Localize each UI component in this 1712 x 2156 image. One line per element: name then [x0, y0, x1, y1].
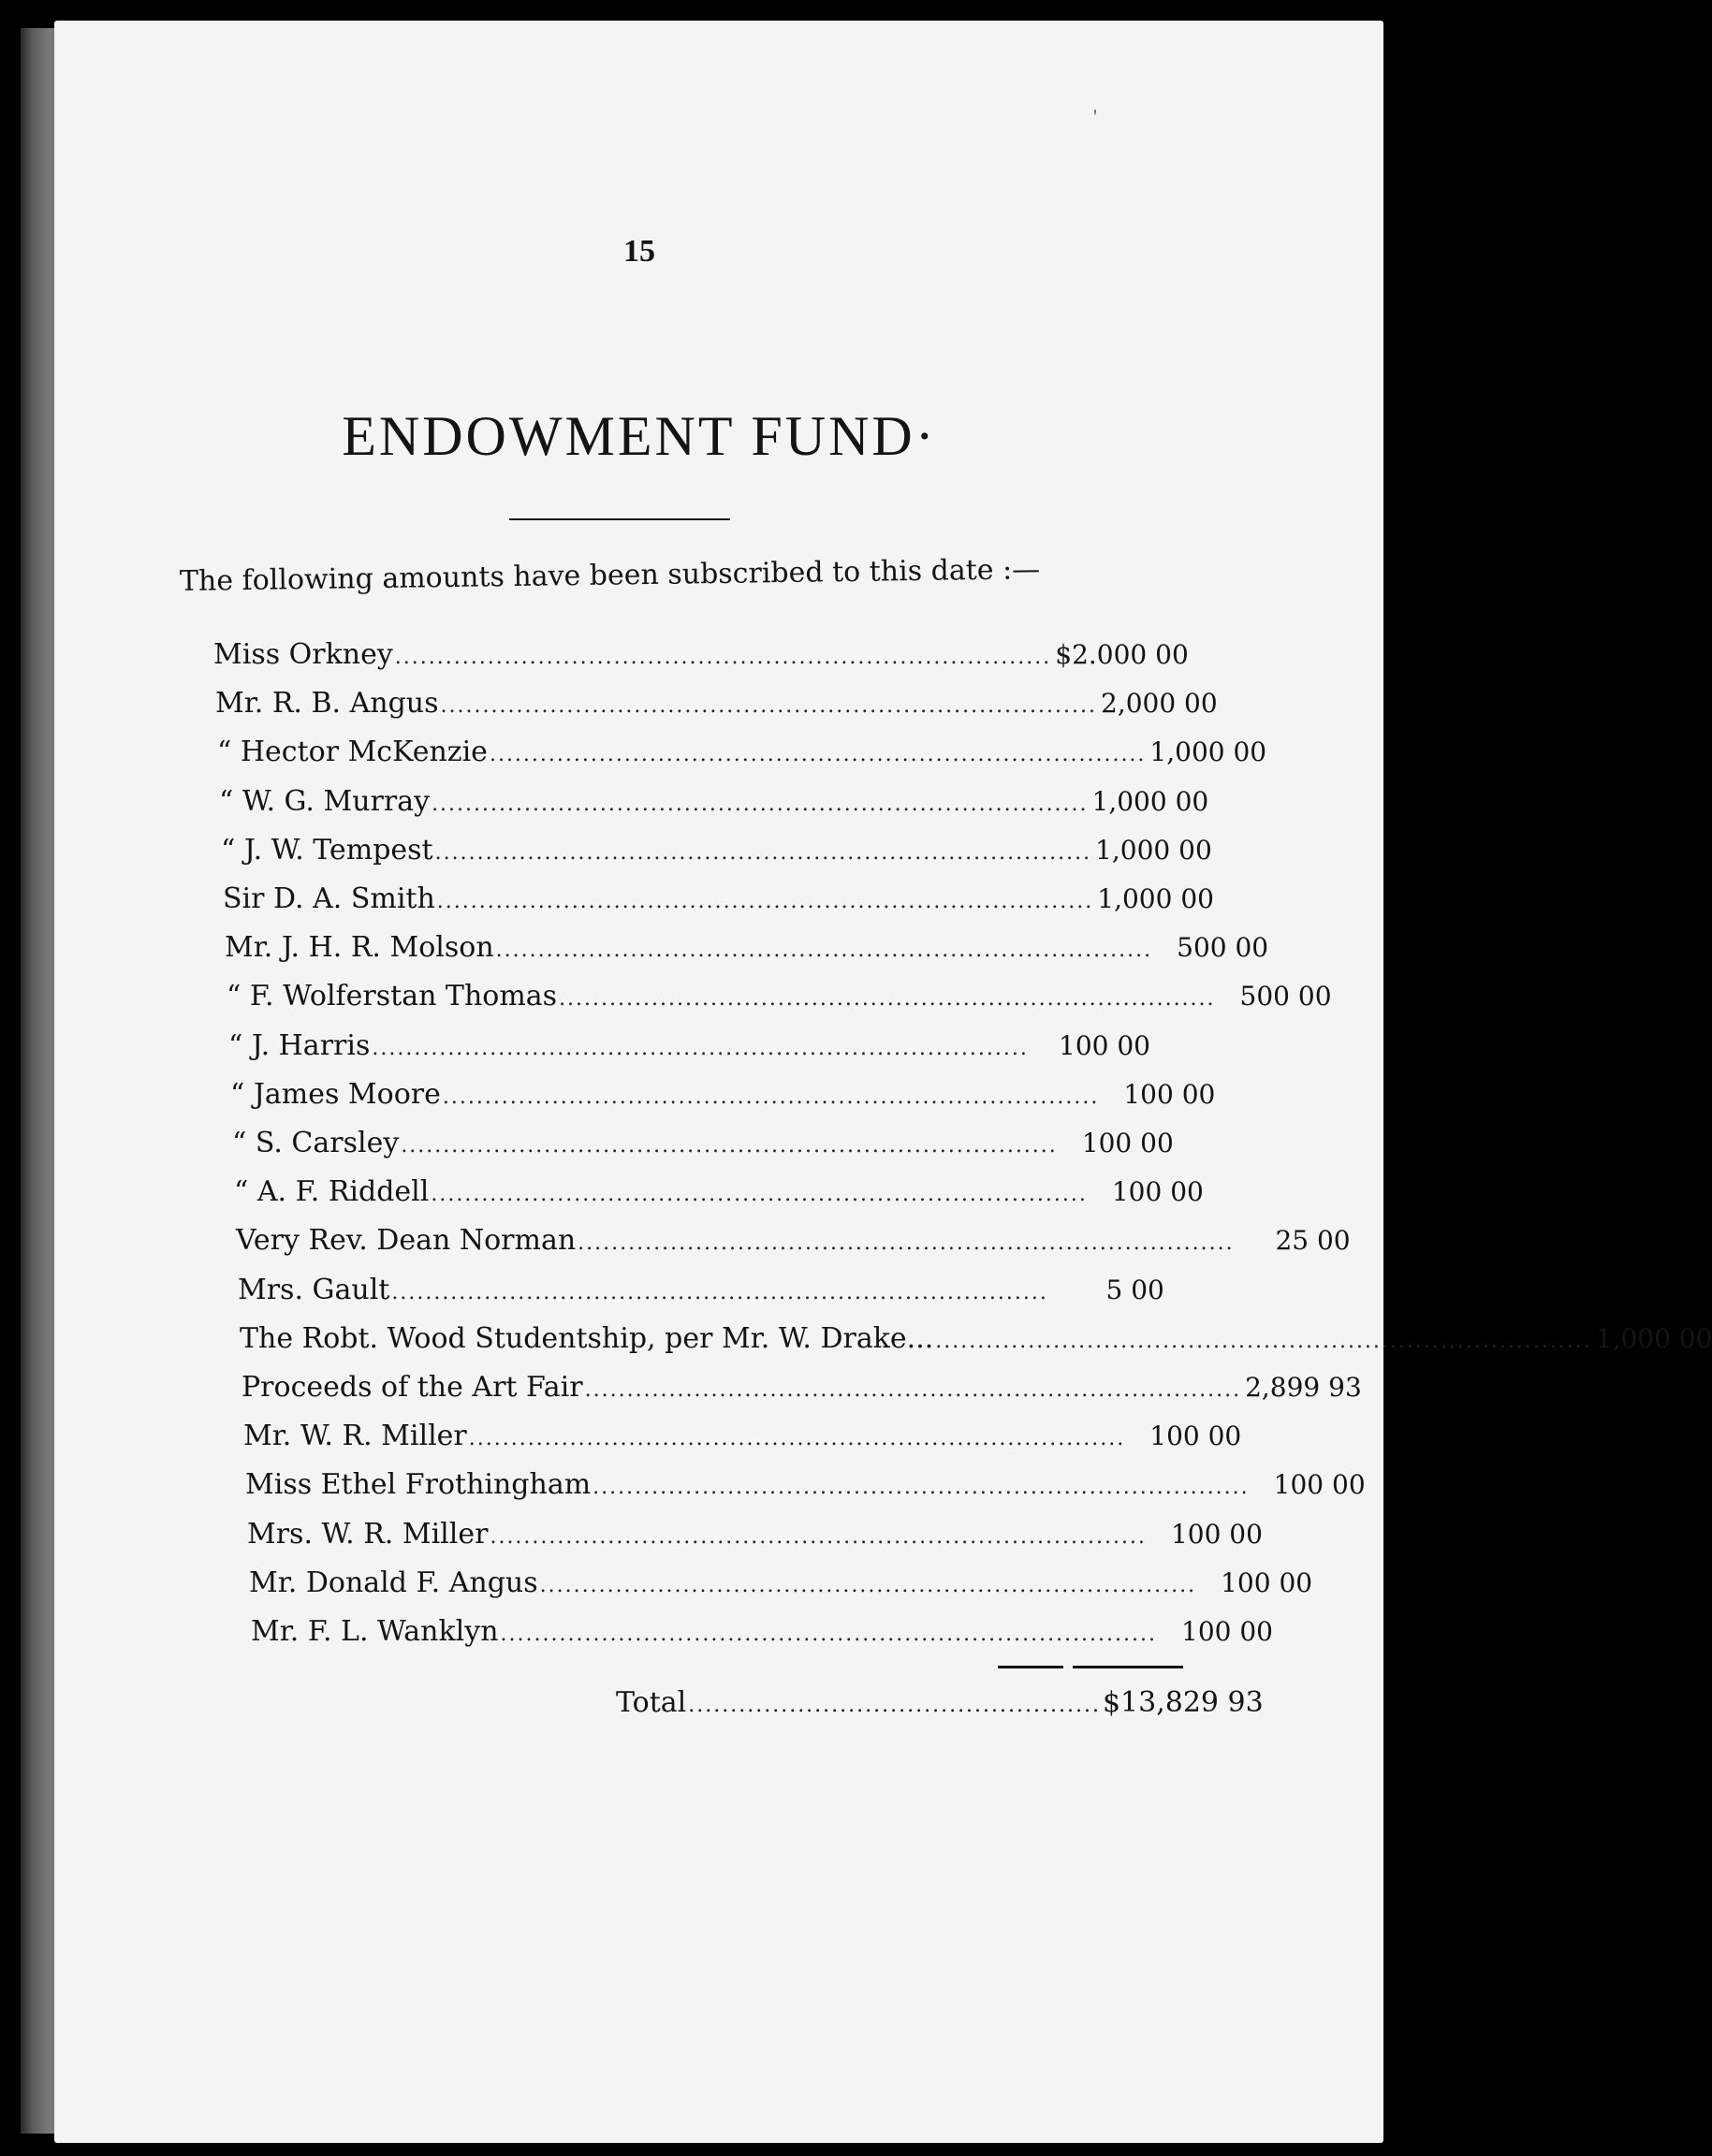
dot-leader: ..............................................................................: [559, 987, 1216, 1011]
dot-leader: .................................................: [688, 1694, 1101, 1717]
list-item: [225, 931, 1269, 969]
list-item: [238, 1274, 1163, 1311]
list-item: [215, 687, 1218, 724]
subscriber-name: Mr. R. B. Angus: [215, 687, 439, 720]
book-page: [54, 21, 1712, 2143]
subscription-amount: 100 00: [1221, 1567, 1313, 1598]
subscriber-name: Proceeds of the Art Fair: [241, 1371, 583, 1404]
dot-leader: ..............................................................................: [935, 1330, 1592, 1353]
list-item: [251, 1615, 1273, 1653]
dot-leader: ..............................................................................: [401, 1134, 1058, 1158]
page-content: [54, 21, 1712, 2143]
dot-leader: ..............................................................................: [490, 1525, 1147, 1549]
subscriber-name: Mr. J. H. R. Molson: [225, 931, 494, 964]
dot-leader: ..............................................................................: [495, 939, 1153, 962]
dot-leader: ..............................................................................: [432, 793, 1089, 816]
dot-leader: ..............................................................................: [440, 694, 1097, 718]
dot-leader: ..............................................................................: [578, 1231, 1235, 1255]
list-item: [219, 785, 1209, 823]
dot-leader: ..............................................................................: [391, 1281, 1048, 1304]
list-item: [241, 1371, 1362, 1408]
list-item: [234, 1175, 1204, 1213]
subscriber-name: “ W. G. Murray: [219, 785, 431, 818]
subscriber-name: Sir D. A. Smith: [223, 882, 435, 915]
subscriber-name: “ J. Harris: [228, 1029, 371, 1062]
subscription-amount: 25 00: [1275, 1225, 1351, 1256]
dot-leader: ..............................................................................: [500, 1623, 1157, 1646]
subscription-amount: $2.000 00: [1055, 639, 1189, 670]
dot-leader: ..............................................................................: [584, 1378, 1242, 1402]
subscriber-name: Miss Ethel Frothingham: [245, 1468, 592, 1501]
subscriber-name: “ Hector McKenzie: [217, 736, 488, 768]
total-label: Total: [616, 1686, 687, 1719]
subscription-amount: 1,000 00: [1095, 835, 1212, 866]
list-item: [213, 638, 1189, 676]
subscription-amount: 100 00: [1170, 1519, 1263, 1550]
dot-leader: ..............................................................................: [442, 1085, 1100, 1109]
list-item: [236, 1224, 1351, 1261]
dot-leader: ..............................................................................: [489, 743, 1147, 766]
sum-rule-dollars: [998, 1666, 1063, 1668]
subscription-amount: 1,000 00: [1149, 736, 1267, 767]
subscription-amount: 500 00: [1177, 932, 1269, 963]
subscriber-name: Mr. W. R. Miller: [243, 1420, 467, 1452]
list-item: [227, 980, 1332, 1017]
list-item: [217, 736, 1267, 773]
page-number: 15: [623, 234, 655, 269]
title-divider: [509, 518, 730, 520]
list-item: [221, 834, 1212, 871]
dot-leader: ..............................................................................: [436, 890, 1094, 913]
subscription-amount: 1,000 00: [1091, 786, 1209, 817]
subscription-amount: 1,000 00: [1097, 883, 1214, 914]
subscriber-name: Mrs. W. R. Miller: [247, 1518, 489, 1551]
list-item: [230, 1078, 1216, 1115]
subscriber-name: “ J. W. Tempest: [221, 834, 433, 867]
subscriber-name: “ S. Carsley: [232, 1127, 400, 1159]
subscription-amount: 100 00: [1149, 1420, 1242, 1451]
subscriber-name: Miss Orkney: [213, 638, 393, 671]
subscription-amount: 2,000 00: [1101, 688, 1218, 719]
subscription-amount: 500 00: [1239, 981, 1332, 1012]
dot-leader: ..............................................................................: [431, 1183, 1088, 1206]
subscription-amount: 100 00: [1059, 1030, 1150, 1061]
list-item: [240, 1322, 1712, 1360]
dot-leader: ..............................................................................: [539, 1574, 1197, 1597]
subscriber-name: “ A. F. Riddell: [234, 1175, 430, 1208]
dot-leader: ..............................................................................: [434, 841, 1092, 865]
list-item: [228, 1029, 1150, 1067]
list-item: [249, 1566, 1313, 1604]
subscription-amount: 2,899 93: [1245, 1372, 1362, 1403]
subscription-amount: 100 00: [1181, 1616, 1273, 1647]
dot-leader: ..............................................................................: [372, 1037, 1029, 1060]
list-item: [223, 882, 1214, 920]
subscriber-name: Mrs. Gault: [238, 1274, 390, 1306]
stray-mark: ': [1093, 105, 1097, 128]
total-row: [616, 1686, 1264, 1719]
subscriber-name: Mr. F. L. Wanklyn: [251, 1615, 499, 1648]
list-item: [232, 1127, 1174, 1164]
total-amount: $13,829 93: [1102, 1686, 1264, 1719]
list-item: [247, 1518, 1263, 1555]
dot-leader: ..............................................................................: [593, 1476, 1250, 1499]
dot-leader: ..............................................................................: [468, 1427, 1126, 1450]
subscription-amount: 100 00: [1111, 1176, 1204, 1207]
subscription-amount: 100 00: [1273, 1469, 1366, 1500]
subscriber-name: Mr. Donald F. Angus: [249, 1566, 538, 1599]
subscriber-name: Very Rev. Dean Norman: [236, 1224, 577, 1257]
subscriber-name: The Robt. Wood Studentship, per Mr. W. Drake...: [240, 1322, 934, 1355]
intro-text: The following amounts have been subscribed to this date :—: [179, 553, 1041, 598]
dot-leader: ..............................................................................: [394, 646, 1052, 669]
page-title: ENDOWMENT FUND·: [342, 405, 937, 467]
list-item: [245, 1468, 1366, 1506]
subscription-amount: 100 00: [1081, 1128, 1174, 1158]
subscription-amount: 100 00: [1123, 1079, 1216, 1110]
subscription-amount: 1,000 00: [1595, 1323, 1712, 1354]
sum-rule-cents: [1073, 1666, 1183, 1668]
subscriber-name: “ F. Wolferstan Thomas: [227, 980, 558, 1012]
subscription-amount: 5 00: [1105, 1275, 1164, 1305]
list-item: [243, 1420, 1242, 1457]
subscriber-name: “ James Moore: [230, 1078, 441, 1111]
